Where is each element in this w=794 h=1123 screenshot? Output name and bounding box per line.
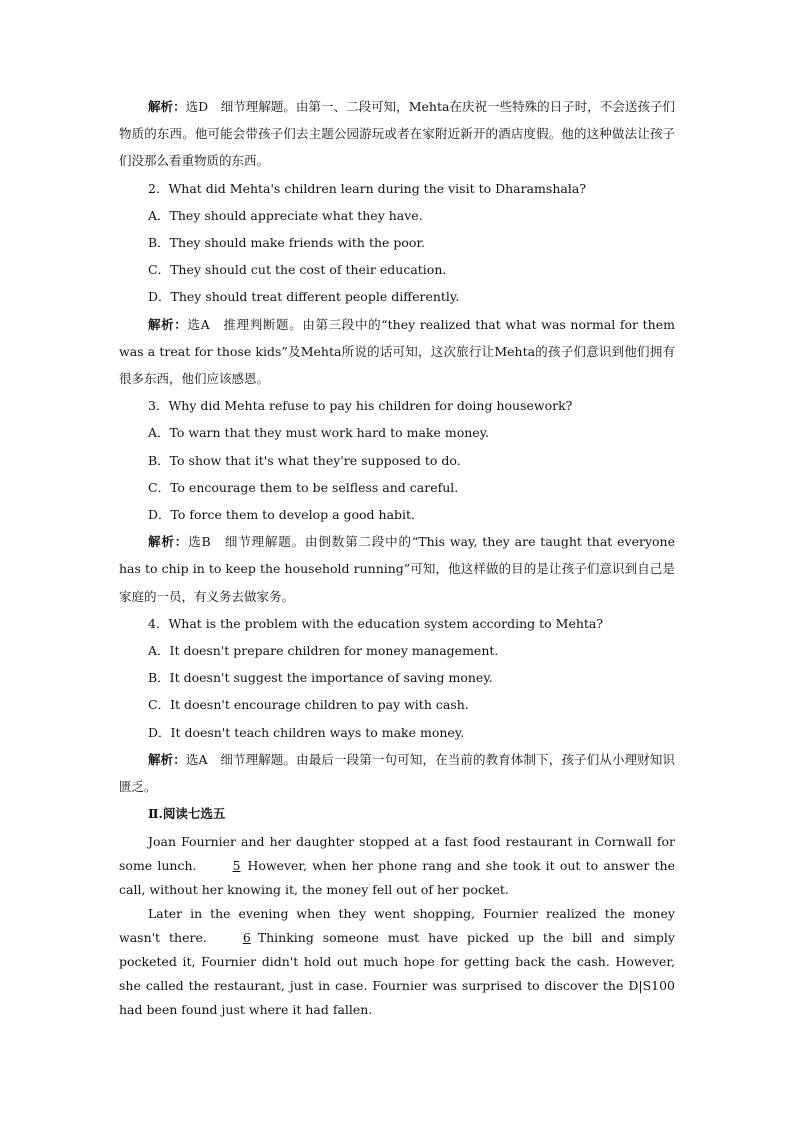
reading-passage	[119, 830, 675, 1022]
blank-6: 6	[242, 930, 251, 946]
question-analysis	[119, 311, 675, 393]
option-c: C．It doesn't encourage children to pay with cash.	[148, 697, 469, 713]
q1-analysis	[119, 93, 675, 175]
option-d: D．To force them to develop a good habit.	[148, 507, 416, 523]
option-b: B．It doesn't suggest the importance of saving money.	[148, 670, 493, 686]
analysis-label: 解析：	[148, 534, 189, 550]
option-d: D．It doesn't teach children ways to make money.	[148, 724, 465, 740]
passage-text: However, when her phone rang and she took it out to answer the call, without her knowing it, the money fell out of her pocket.	[119, 858, 675, 898]
question-analysis	[119, 528, 675, 610]
option-b: B．They should make friends with the poor.	[148, 235, 426, 251]
option-d: D．They should treat different people differently.	[148, 289, 460, 305]
question-4	[119, 610, 675, 800]
option-c: C．To encourage them to be selfless and careful.	[148, 479, 459, 495]
analysis-label: 解析：	[148, 751, 186, 767]
analysis-text: 选A 推理判断题。由第三段中的“they realized that what was normal for them was a treat for those kids”及Mehta所说的话可知，这次旅行让Mehta的孩子们意识到他们拥有很多东西，他们应该感恩。	[119, 316, 675, 387]
question-stem: 4．What is the problem with the education system according to Mehta?	[148, 615, 604, 631]
analysis-label: 解析：	[148, 316, 188, 332]
question-analysis	[119, 746, 675, 800]
question-2	[119, 175, 675, 393]
question-stem: 3．Why did Mehta refuse to pay his children for doing housework?	[148, 398, 573, 414]
option-b: B．To show that it's what they're supposed to do.	[148, 452, 461, 468]
option-a: A．To warn that they must work hard to make money.	[148, 425, 490, 441]
passage-text: Joan Fournier and her daughter stopped at a fast food restaurant in Cornwall for some lunch.	[119, 834, 675, 874]
analysis-text: 选B 细节理解题。由倒数第二段中的“This way, they are taught that everyone has to chip in to keep the household running”可知，他这样做的目的是让孩子们意识到自己是家庭的一员，有义务去做家务。	[119, 534, 675, 604]
question-stem: 2．What did Mehta's children learn during the visit to Dharamshala?	[148, 180, 586, 196]
passage-paragraph-2	[119, 902, 675, 1022]
analysis-text: 选A 细节理解题。由最后一段第一句可知，在当前的教育体制下，孩子们从小理财知识匮乏。	[119, 751, 675, 795]
section-title: Ⅱ.阅读七选五	[148, 806, 226, 822]
option-a: A．They should appreciate what they have.	[148, 207, 423, 223]
passage-paragraph-1	[119, 830, 675, 902]
passage-text: Thinking someone must have picked up the bill and simply pocketed it, Fournier didn't hold out much hope for getting back the cash. However, she called the restaurant, just in case. Fournier was surprised to discover the D|S100 had been found just where it had fallen.	[119, 930, 675, 1018]
option-c: C．They should cut the cost of their education.	[148, 262, 447, 278]
analysis-label: 解析：	[148, 99, 186, 114]
passage-text: Later in the evening when they went shopping, Fournier realized the money wasn't there.	[119, 906, 675, 946]
analysis-text: 选D 细节理解题。由第一、二段可知，Mehta在庆祝一些特殊的日子时，不会送孩子们物质的东西。他可能会带孩子们去主题公园游玩或者在家附近新开的酒店度假。他的这种做法让孩子们没那么看重物质的东西。	[119, 99, 675, 169]
question-3	[119, 392, 675, 610]
document-page	[119, 93, 675, 1022]
option-a: A．It doesn't prepare children for money management.	[148, 643, 499, 659]
blank-5: 5	[232, 858, 241, 874]
